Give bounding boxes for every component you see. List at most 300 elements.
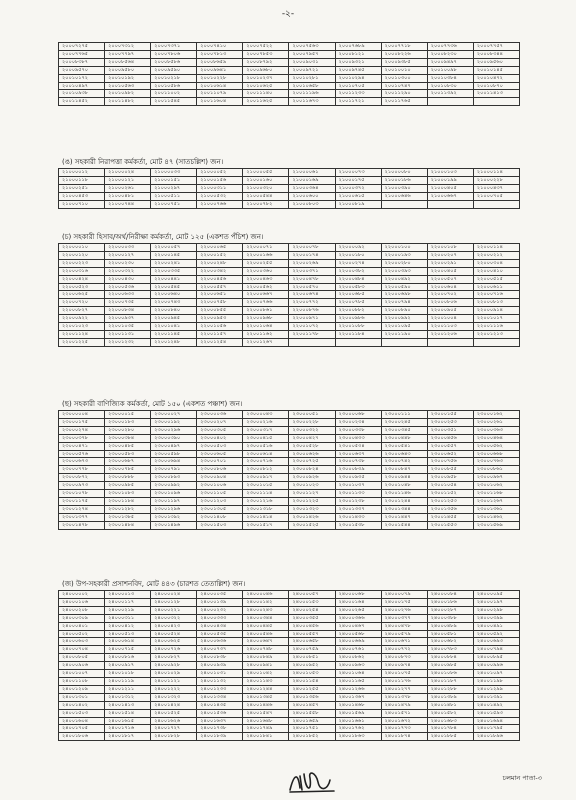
roll-number-cell: ২৩০০১৩৫৬: [427, 505, 473, 513]
roll-number-cell: ২৩০০১৪১৪: [243, 513, 289, 521]
roll-number-cell: ২৪০০০২১৯: [105, 606, 151, 614]
roll-number-cell: ২৩০০০৫৬২: [473, 442, 519, 450]
roll-number-cell: ২৩০০০৪৫৬: [427, 434, 473, 442]
roll-number-cell: ২৩০০০৮৪৭: [381, 466, 427, 474]
roll-number-cell: ২৩০০০৯৬৭: [473, 474, 519, 482]
table-row: [59, 267, 520, 275]
roll-number-cell: ২১০০০৪৫৩: [59, 192, 105, 200]
roll-number-cell: ২৪০০০৮০৫: [59, 654, 105, 662]
roll-number-cell: ২২০০০৫৮৩: [335, 283, 381, 291]
roll-number-cell: ২২০০০৮৪০: [151, 307, 197, 315]
roll-number-cell: ২২০০০৩০৪: [473, 259, 519, 267]
roll-number-cell: ২২০০১০১৭: [473, 315, 519, 323]
roll-number-cell: [473, 98, 519, 106]
roll-number-cell: ২২০০১০০৪: [427, 315, 473, 323]
roll-number-cell: ২৪০০১৬৪৮: [243, 717, 289, 725]
roll-number-cell: ২০০০৮১২১: [335, 50, 381, 58]
roll-number-cell: ২৪০০১৭০৫: [59, 725, 105, 733]
roll-table-security-officer: [58, 168, 520, 209]
roll-number-cell: ২৩০০১০৯৬: [151, 490, 197, 498]
roll-number-cell: ২৪০০০১০৬: [59, 598, 105, 606]
roll-number-cell: ২৪০০১৪৭৯: [381, 701, 427, 709]
roll-number-cell: ২২০০০৪৪১: [151, 275, 197, 283]
roll-number-cell: ২৩০০০৭২৫: [289, 458, 335, 466]
roll-number-cell: ২২০০০৯৫৩: [197, 315, 243, 323]
roll-number-cell: ২৪০০১৪৩৫: [197, 701, 243, 709]
roll-number-cell: ২৩০০০৮৭২: [59, 474, 105, 482]
roll-number-cell: ২৩০০০০৫১: [289, 411, 335, 419]
roll-number-cell: ২০০০৮৬৫৯: [197, 58, 243, 66]
roll-number-cell: ২৩০০০৮১২: [243, 466, 289, 474]
roll-number-cell: ২৩০০০০৪৩: [243, 411, 289, 419]
roll-number-cell: ২৩০০০৯৯২: [151, 482, 197, 490]
roll-number-cell: ২৪০০০৯৬৩: [335, 662, 381, 670]
roll-number-cell: ২৪০০০১১৭: [105, 598, 151, 606]
roll-number-cell: ২৪০০০৯৭৪: [381, 662, 427, 670]
roll-number-cell: ২২০০০৫৯০: [381, 283, 427, 291]
roll-number-cell: ২২০০০২১২: [473, 251, 519, 259]
roll-number-cell: ২৪০০১৭১৬: [105, 725, 151, 733]
roll-number-cell: ২০০০৯৪৯৭: [427, 58, 473, 66]
table-row: [59, 505, 520, 513]
roll-number-cell: ২৪০০০৫৯২: [473, 630, 519, 638]
roll-number-cell: ২২০০০৫৭০: [289, 283, 335, 291]
table-row: [59, 169, 520, 177]
roll-number-cell: ২৩০০০৯৮৫: [105, 482, 151, 490]
table-row: [59, 670, 520, 678]
table-row: [59, 638, 520, 646]
roll-number-cell: ২৩০০১১৩৩: [335, 490, 381, 498]
roll-number-cell: ২৩০০০০৬৮: [335, 411, 381, 419]
roll-number-cell: ২৩০০১১১৪: [243, 490, 289, 498]
roll-number-cell: ২৪০০১১৯৮: [473, 677, 519, 685]
roll-number-cell: ২৪০০০৭৩৭: [197, 646, 243, 654]
roll-number-cell: ২৪০০০০১৩: [105, 591, 151, 599]
roll-number-cell: ২১০০০৭০৫: [473, 192, 519, 200]
continued-page-note: চলমান পাতা-৩: [502, 774, 542, 782]
roll-number-cell: ২৩০০১১৬৮: [473, 490, 519, 498]
roll-number-cell: ২২০০০৯৯২: [381, 315, 427, 323]
roll-number-cell: ২২০০০৯৪৫: [151, 315, 197, 323]
roll-number-cell: ২৪০০১৭৪৯: [243, 725, 289, 733]
roll-number-cell: ২৪০০১৭৫১: [289, 725, 335, 733]
roll-number-cell: ২০০০৯০৩১: [289, 58, 335, 66]
roll-number-cell: ২২০০০৭৪৩: [151, 299, 197, 307]
roll-number-cell: ২০০১১২৩৩: [335, 90, 381, 98]
roll-number-cell: ২০০১০২৯৪: [335, 74, 381, 82]
roll-number-cell: ২৩০০০৯৫৮: [427, 474, 473, 482]
roll-number-cell: ২৪০০০০৩৫: [197, 591, 243, 599]
page-number: -২-: [281, 9, 295, 19]
roll-number-cell: ২৩০০১৪৩৩: [335, 513, 381, 521]
roll-number-cell: ২০০০৭৯৫৭: [289, 50, 335, 58]
roll-number-cell: ২৪০০১১৭৬: [381, 677, 427, 685]
roll-number-cell: ২৪০০১৬৩৭: [197, 717, 243, 725]
roll-number-cell: ২৪০০০৭৭২: [381, 646, 427, 654]
roll-number-cell: ২২০০০৪৯২: [381, 275, 427, 283]
roll-number-cell: ২৪০০০২৫৪: [289, 606, 335, 614]
roll-number-cell: ২২০০০৭২০: [59, 299, 105, 307]
roll-number-cell: ২৩০০১০০৬: [197, 482, 243, 490]
roll-number-cell: ২৪০০০৫১৩: [105, 630, 151, 638]
roll-number-cell: ২১০০০৮১৯: [335, 200, 381, 208]
roll-number-cell: ২১০০০০২৪: [105, 169, 151, 177]
roll-number-cell: ২৪০০১৩২৩: [151, 693, 197, 701]
roll-number-cell: ২০০১১১৯৬: [289, 90, 335, 98]
roll-number-cell: ২৪০০০১৬৪: [335, 598, 381, 606]
roll-number-cell: ২২০০০৫১৫: [473, 275, 519, 283]
roll-number-cell: ২০০১০১৭২: [59, 74, 105, 82]
table-row: [59, 411, 520, 419]
table-row: [59, 662, 520, 670]
roll-number-cell: ২৪০০১২৩৩: [197, 685, 243, 693]
roll-number-cell: ২৩০০০৯২৬: [289, 474, 335, 482]
roll-number-cell: ২২০০১০৯৫: [381, 323, 427, 331]
roll-number-cell: ২৪০০১৬৮৩: [427, 717, 473, 725]
roll-number-cell: ২৩০০০৪১৫: [243, 434, 289, 442]
roll-number-cell: ২৪০০০০৪৬: [243, 591, 289, 599]
roll-number-cell: ২২০০০১৯৩: [381, 251, 427, 259]
roll-number-cell: ২৪০০১৭৮৪: [427, 725, 473, 733]
roll-number-cell: ২০০০৭৭১৮: [381, 43, 427, 51]
roll-number-cell: ২০০১১৬৭৩: [289, 98, 335, 106]
roll-number-cell: ২৪০০০৭০৪: [59, 646, 105, 654]
roll-number-cell: ২০০০৭৮১৩: [197, 50, 243, 58]
roll-number-cell: ২৩০০০৭৬৩: [473, 458, 519, 466]
roll-number-cell: ২২০০০০৫৭: [151, 244, 197, 252]
roll-number-cell: ২১০০০৮০৩: [289, 200, 335, 208]
table-row: [59, 521, 520, 529]
roll-number-cell: ২৪০০০৪৯১: [473, 622, 519, 630]
roll-number-cell: [427, 338, 473, 346]
table-row: [59, 606, 520, 614]
roll-number-cell: ২৪০০১১৬৫: [335, 677, 381, 685]
roll-number-cell: ২৪০০১৬১৫: [105, 717, 151, 725]
roll-number-cell: ২৪০০০৭৮৩: [427, 646, 473, 654]
roll-number-cell: ২৩০০১২৩৮: [335, 497, 381, 505]
roll-number-cell: ২৪০০০৬১৪: [105, 638, 151, 646]
roll-number-cell: ২৪০০০৮২৭: [151, 654, 197, 662]
roll-number-cell: ২২০০০৯৩৭: [105, 315, 151, 323]
roll-number-cell: ২৪০০০৯৯৬: [473, 662, 519, 670]
roll-number-cell: ২৩০০১২৯৬: [151, 505, 197, 513]
roll-number-cell: ২২০০০২৪৮: [197, 259, 243, 267]
roll-number-cell: ২৪০০১১৪৩: [243, 677, 289, 685]
roll-number-cell: ২০০১০১৯২: [105, 74, 151, 82]
roll-number-cell: ২৪০০০৩৭৭: [381, 614, 427, 622]
roll-number-cell: ২৩০০০২৭৪: [59, 426, 105, 434]
roll-number-cell: ২১০০০৩৯০: [381, 184, 427, 192]
roll-number-cell: ২১০০০১৬০: [243, 176, 289, 184]
roll-number-cell: ২২০০০৩৩৫: [151, 267, 197, 275]
roll-number-cell: ২৪০০১৩৫৬: [289, 693, 335, 701]
roll-number-cell: ২৪০০১৩৭৮: [381, 693, 427, 701]
roll-number-cell: ২১০০০৩৭২: [335, 184, 381, 192]
table-row: [59, 614, 520, 622]
table-row: [59, 184, 520, 192]
roll-number-cell: ২৩০০১১৪৬: [381, 490, 427, 498]
roll-number-cell: ২১০০০৪০৫: [427, 184, 473, 192]
table-row: [59, 323, 520, 331]
roll-number-cell: ২৩০০০২৯৬: [151, 426, 197, 434]
roll-number-cell: ২৩০০১৪৪৭: [381, 513, 427, 521]
roll-number-cell: ২৪০০০৩৬৬: [335, 614, 381, 622]
roll-number-cell: ২২০০০১৬৬: [243, 251, 289, 259]
roll-number-cell: ২৩০০০৮৯৩: [151, 474, 197, 482]
table-row: [59, 490, 520, 498]
table-row: [59, 497, 520, 505]
roll-number-cell: ২৩০০১২৫৩: [427, 497, 473, 505]
roll-number-cell: ২২০০০৮৭৬: [289, 307, 335, 315]
table-row: [59, 82, 520, 90]
roll-number-cell: ২৩০০১৩০৫: [197, 505, 243, 513]
roll-number-cell: ২২০০০৬০৪: [427, 283, 473, 291]
roll-number-cell: ২৪০০১৭৬২: [335, 725, 381, 733]
roll-number-cell: ২৩০০০৪৪৮: [381, 434, 427, 442]
roll-number-cell: ২৪০০০৯৫২: [289, 662, 335, 670]
roll-number-cell: ২৪০০০৭৪৮: [243, 646, 289, 654]
table-row: [59, 291, 520, 299]
roll-number-cell: ২২০০০২৩০: [105, 259, 151, 267]
roll-number-cell: ২৩০০০১৫৫: [427, 411, 473, 419]
roll-number-cell: ২২০০১০৪১: [151, 323, 197, 331]
roll-number-cell: ২৩০০০৩২২: [289, 426, 335, 434]
table-row: [59, 733, 520, 741]
roll-number-cell: ২৪০০১৪৫৭: [289, 701, 335, 709]
roll-number-cell: ২৩০০০১৬২: [473, 411, 519, 419]
roll-number-cell: ২২০০০৭১৬: [473, 291, 519, 299]
roll-number-cell: ২২০০১২৫৪: [197, 338, 243, 346]
roll-number-cell: ২৪০০০৮৩৮: [197, 654, 243, 662]
roll-number-cell: ২৪০০০৫৮১: [427, 630, 473, 638]
roll-number-cell: [427, 200, 473, 208]
roll-number-cell: ২০০০৭৮০৬: [151, 50, 197, 58]
roll-number-cell: ২০০১১৭৬৫: [381, 98, 427, 106]
roll-number-cell: ২৪০০১৩৮৯: [427, 693, 473, 701]
roll-number-cell: ২১০০০৩৬৪: [289, 184, 335, 192]
roll-number-cell: ২০০১০৩০০: [381, 74, 427, 82]
roll-number-cell: ২২০০১১৩১: [105, 330, 151, 338]
roll-number-cell: ২২০০০৩৮২: [335, 267, 381, 275]
roll-number-cell: ২৪০০০২২১: [151, 606, 197, 614]
roll-number-cell: ২৪০০০২৯৮: [473, 606, 519, 614]
roll-number-cell: ২২০০১২২৫: [59, 338, 105, 346]
roll-number-cell: ২৪০০০৯৮৫: [427, 662, 473, 670]
roll-number-cell: ২৪০০১৫৭১: [381, 709, 427, 717]
roll-number-cell: ২৪০০১৮৪১: [243, 733, 289, 741]
table-row: [59, 513, 520, 521]
roll-number-cell: ২২০০০৪১০: [473, 267, 519, 275]
roll-number-cell: ২৩০০১০৪৮: [381, 482, 427, 490]
roll-number-cell: ২৪০০১৭৯৫: [473, 725, 519, 733]
roll-number-cell: ২৩০০১৪৯৬: [151, 521, 197, 529]
roll-number-cell: ২২০০০২৫৫: [243, 259, 289, 267]
roll-number-cell: ২১০০০০৫৫: [243, 169, 289, 177]
roll-number-cell: ২২০০০৫২৩: [59, 283, 105, 291]
roll-number-cell: ২৪০০১১৫৪: [289, 677, 335, 685]
roll-table-accounts-officer: [58, 243, 520, 347]
table-row: [59, 709, 520, 717]
roll-number-cell: ২৪০০১৫৬৯: [335, 709, 381, 717]
roll-number-cell: ২২০০০৪৭৮: [289, 275, 335, 283]
roll-number-cell: ২১০০০৭৬৬: [197, 200, 243, 208]
roll-number-cell: ২৪০০০৪৩৪: [197, 622, 243, 630]
roll-number-cell: ২৩০০১৩১৮: [243, 505, 289, 513]
roll-number-cell: ২৪০০০১৫৩: [289, 598, 335, 606]
table-row: [59, 701, 520, 709]
roll-number-cell: ২৪০০১৪০২: [59, 701, 105, 709]
roll-number-cell: ২০০১১৭২১: [335, 98, 381, 106]
roll-number-cell: ২২০০০৬৩৩: [105, 291, 151, 299]
roll-number-cell: ২৩০০০১৯২: [151, 418, 197, 426]
roll-number-cell: ২৪০০০৭৫৯: [289, 646, 335, 654]
roll-number-cell: ২২০০০৫৫৭: [197, 283, 243, 291]
roll-number-cell: ২৪০০১০১৮: [105, 670, 151, 678]
table-row: [59, 200, 520, 208]
table-row: [59, 450, 520, 458]
roll-number-cell: ২৩০০১৪৭৮: [59, 521, 105, 529]
roll-number-cell: ২০০১০৫৮৬: [151, 82, 197, 90]
roll-number-cell: ২২০০০৯১৪: [473, 307, 519, 315]
roll-number-cell: ২৪০০০১৩৯: [197, 598, 243, 606]
roll-number-cell: ২৩০০০৬৫২: [427, 450, 473, 458]
roll-table-continued: [58, 42, 520, 106]
roll-number-cell: ২৪০০০১৮৬: [427, 598, 473, 606]
roll-number-cell: ২৪০০১০৫৩: [289, 670, 335, 678]
roll-number-cell: ২২০০০৬৫১: [197, 291, 243, 299]
roll-number-cell: ২২০০১১৫৭: [197, 330, 243, 338]
roll-number-cell: ২৪০০১১৩২: [197, 677, 243, 685]
roll-number-cell: ২৪০০০৫৬৮: [335, 630, 381, 638]
roll-number-cell: ২৪০০০৯৩৯: [197, 662, 243, 670]
roll-number-cell: ২৩০০১২৪৪: [381, 497, 427, 505]
roll-number-cell: [473, 200, 519, 208]
roll-number-cell: ২৪০০১৫৩৬: [197, 709, 243, 717]
roll-number-cell: ২৪০০০৬৩৬: [197, 638, 243, 646]
roll-number-cell: ২২০০০৬৭৪: [289, 291, 335, 299]
roll-number-cell: ২৩০০১০৭৮: [59, 490, 105, 498]
roll-number-cell: ২৩০০১৫৪৪: [381, 521, 427, 529]
roll-number-cell: ২৪০০০২৮৭: [427, 606, 473, 614]
roll-number-cell: ২২০০১২৩২: [105, 338, 151, 346]
roll-number-cell: ২২০০১২১৩: [473, 330, 519, 338]
roll-number-cell: ২২০০০২৪১: [151, 259, 197, 267]
roll-number-cell: ২৪০০১২৫৫: [289, 685, 335, 693]
roll-number-cell: ২৪০০১৬২৬: [151, 717, 197, 725]
roll-number-cell: ২৩০০১৩২৩: [289, 505, 335, 513]
roll-number-cell: ২০০০৯৭২১: [289, 66, 335, 74]
roll-number-cell: ২৩০০০২৩৪: [335, 418, 381, 426]
roll-number-cell: ২৩০০০৩৪৫: [381, 426, 427, 434]
roll-number-cell: ২৪০০০৬৪৭: [243, 638, 289, 646]
roll-number-cell: ২৪০০১৫৪৭: [243, 709, 289, 717]
roll-number-cell: ২১০০০৬৬৭: [427, 192, 473, 200]
roll-number-cell: ২৩০০০৪২৭: [289, 434, 335, 442]
roll-number-cell: ২৪০০১৪৪৬: [243, 701, 289, 709]
roll-number-cell: ২২০০১১৯০: [381, 330, 427, 338]
table-row: [59, 283, 520, 291]
roll-number-cell: ২৪০০১৪১৩: [105, 701, 151, 709]
table-row: [59, 725, 520, 733]
roll-number-cell: ২৪০০১৫২৫: [151, 709, 197, 717]
roll-number-cell: ২০০০৭৭৬৫: [59, 50, 105, 58]
roll-number-cell: ২৪০০১৮২৮: [151, 733, 197, 741]
roll-number-cell: ২০০১০১৪৫: [473, 66, 519, 74]
roll-number-cell: ২৪০০০৪৬৭: [335, 622, 381, 630]
roll-number-cell: ২৩০০১২৬৭: [473, 497, 519, 505]
roll-number-cell: ২২০০১১৪৫: [151, 330, 197, 338]
roll-number-cell: ২২০০০৯২২: [59, 315, 105, 323]
roll-number-cell: ২২০০০৮৮২: [335, 307, 381, 315]
roll-number-cell: ২২০০০২৬৯: [289, 259, 335, 267]
roll-number-cell: ২৪০০০৫৩৫: [197, 630, 243, 638]
roll-number-cell: ২৩০০০৪৭১: [59, 442, 105, 450]
roll-number-cell: ২৩০০০১৭৫: [59, 418, 105, 426]
roll-number-cell: ২২০০০২৭৪: [335, 259, 381, 267]
roll-number-cell: ২৪০০০৮৯৫: [473, 654, 519, 662]
roll-number-cell: ২৪০০১৮০৬: [59, 733, 105, 741]
roll-number-cell: ২৪০০০৩০৯: [59, 614, 105, 622]
roll-number-cell: ২২০০০৬৪০: [151, 291, 197, 299]
roll-number-cell: ২৪০০১৫৮২: [427, 709, 473, 717]
roll-number-cell: ২০০০৯৫৭০: [59, 66, 105, 74]
roll-number-cell: ২০০১০৯৩৮: [59, 90, 105, 98]
roll-number-cell: ২৪০০১৫৫৮: [289, 709, 335, 717]
roll-number-cell: ২১০০০০৭৩: [335, 169, 381, 177]
roll-number-cell: ২৪০০১৪৯২: [473, 701, 519, 709]
roll-number-cell: ২২০০০৮৬১: [243, 307, 289, 315]
roll-number-cell: ২৪০০০৫৪৬: [243, 630, 289, 638]
roll-number-cell: ২৩০০০৬৭৩: [59, 458, 105, 466]
section-heading-commercial-officer: (ছ) সহকারী বাণিজ্যিক কর্মকর্তা, মোট ১৫০ (একশত পঞ্চাশ) জন।: [62, 400, 243, 408]
roll-number-cell: ২২০০০৬৯৮: [381, 291, 427, 299]
roll-number-cell: ২০০০৮২২৬: [381, 50, 427, 58]
roll-number-cell: ২৪০০০১৯৭: [473, 598, 519, 606]
table-row: [59, 74, 520, 82]
roll-number-cell: ২৪০০১৪৮১: [427, 701, 473, 709]
roll-number-cell: ২৩০০০৯০৪: [197, 474, 243, 482]
table-row: [59, 259, 520, 267]
roll-number-cell: ২৩০০০৫১৬: [243, 442, 289, 450]
roll-number-cell: ২২০০১০২৩: [59, 323, 105, 331]
roll-number-cell: ২০০০৮৩৪৪: [473, 50, 519, 58]
table-row: [59, 98, 520, 106]
table-row: [59, 58, 520, 66]
roll-number-cell: ২২০০০২৯১: [427, 259, 473, 267]
table-row: [59, 307, 520, 315]
roll-number-cell: ২০০১১৪৫২: [59, 98, 105, 106]
roll-number-cell: ২৪০০১৮৬৩: [335, 733, 381, 741]
table-row: [59, 646, 520, 654]
roll-number-cell: ২২০০০৭৯৪: [381, 299, 427, 307]
roll-number-cell: ২২০০০৪৫৬: [197, 275, 243, 283]
roll-number-cell: ২৩০০০৬০৫: [197, 450, 243, 458]
signature-mark: [286, 768, 338, 800]
roll-number-cell: ২৩০০০৫৪১: [381, 442, 427, 450]
roll-number-cell: ২৪০০০৩৩৩: [197, 614, 243, 622]
roll-number-cell: ২৪০০০৪৫৬: [289, 622, 335, 630]
roll-number-cell: ২৩০০০৩০৫: [197, 426, 243, 434]
roll-number-cell: ২৪০০০৯৪১: [243, 662, 289, 670]
roll-number-cell: ২৩০০১৩৪৪: [381, 505, 427, 513]
roll-number-cell: ২৪০০০৩২২: [151, 614, 197, 622]
table-row: [59, 458, 520, 466]
roll-number-cell: ২৩০০০৮০৬: [197, 466, 243, 474]
roll-number-cell: ২১০০০৬০০: [289, 192, 335, 200]
roll-number-cell: ২০০০৯৭৪৫: [335, 66, 381, 74]
roll-number-cell: ২০০১১৪৮২: [105, 98, 151, 106]
roll-number-cell: ২২০০০৯৮৬: [335, 315, 381, 323]
